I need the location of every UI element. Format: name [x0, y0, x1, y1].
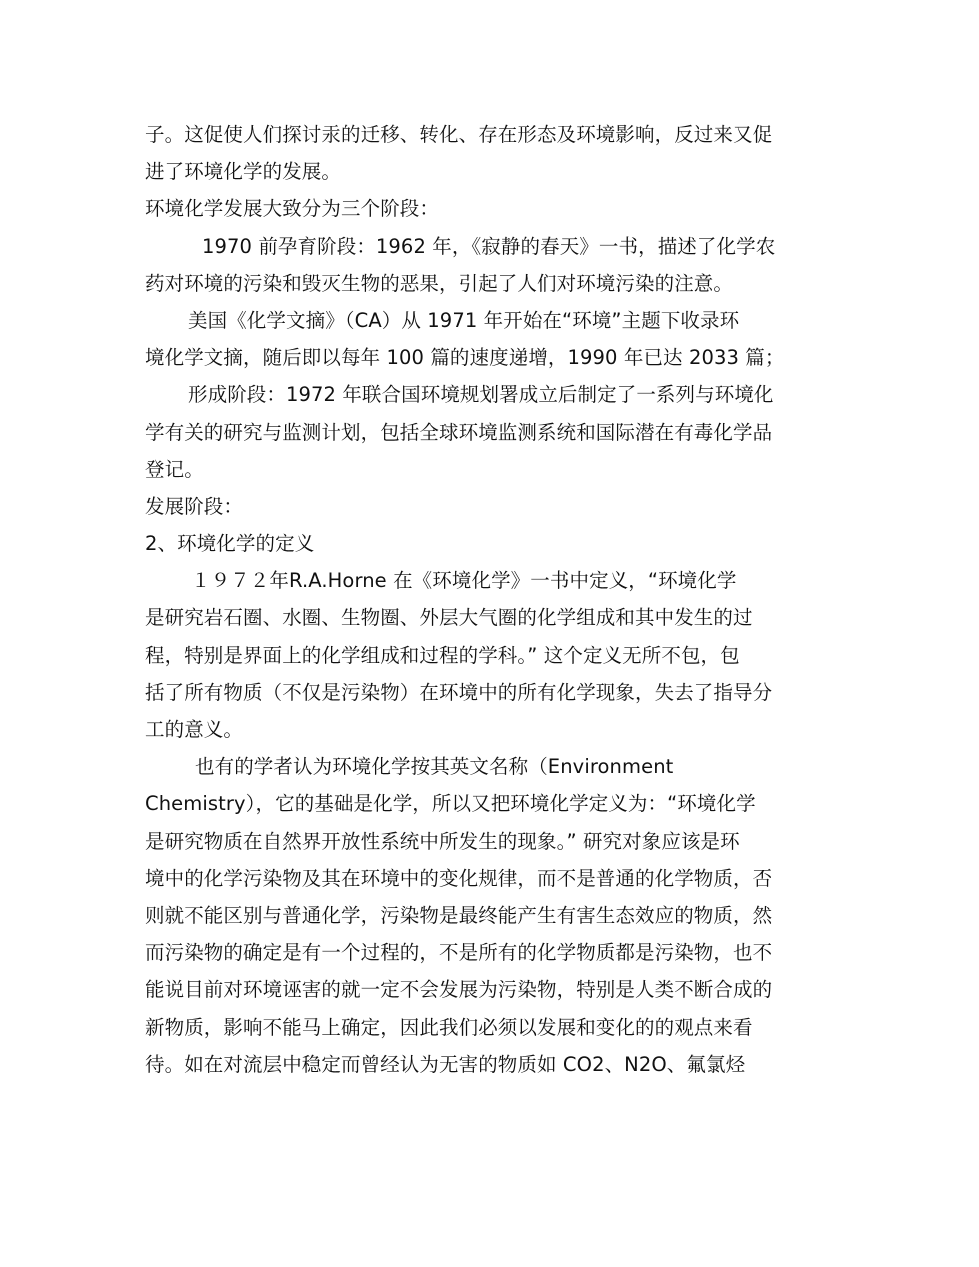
text-line: 是研究物质在自然界开放性系统中所发生的现象。” 研究对象应该是环 — [145, 829, 740, 853]
text-line: 进了环境化学的发展。 — [145, 160, 342, 184]
text-line: 环境化学发展大致分为三个阶段： — [145, 197, 440, 221]
text-line: 则就不能区别与普通化学，污染物是最终能产生有害生态效应的物质，然 — [145, 903, 773, 927]
text-line: 括了所有物质（不仅是污染物）在环境中的所有化学现象，失去了指导分 — [145, 680, 773, 704]
text-line: 发展阶段： — [145, 494, 244, 518]
text-line: 而污染物的确定是有一个过程的，不是所有的化学物质都是污染物，也不 — [145, 941, 773, 965]
text-line: 能说目前对环境诬害的就一定不会发展为污染物，特别是人类不断合成的 — [145, 978, 773, 1002]
document-body — [145, 116, 845, 1083]
text-line: 2、环境化学的定义 — [145, 532, 315, 556]
text-line: 形成阶段：1972 年联合国环境规划署成立后制定了一系列与环境化 — [188, 383, 774, 407]
text-line: 是研究岩石圈、水圈、生物圈、外层大气圈的化学组成和其中发生的过 — [145, 606, 753, 630]
text-line: 美国《化学文摘》（CA）从 1971 年开始在“环境”主题下收录环 — [188, 308, 740, 332]
text-line: 待。如在对流层中稳定而曾经认为无害的物质如 CO2、N2O、氟氯烃 — [145, 1052, 746, 1076]
text-line: 境中的化学污染物及其在环境中的变化规律，而不是普通的化学物质，否 — [145, 866, 773, 890]
text-line: 登记。 — [145, 457, 204, 481]
text-line: １９７２年R.A.Horne 在《环境化学》一书中定义，“环境化学 — [191, 569, 737, 593]
text-line: 工的意义。 — [145, 718, 244, 741]
text-line: 子。这促使人们探讨汞的迁移、转化、存在形态及环境影响，反过来又促 — [145, 123, 773, 146]
text-line: 学有关的研究与监测计划，包括全球环境监测系统和国际潜在有毒化学品 — [145, 420, 773, 444]
text-line: Chemistry），它的基础是化学，所以又把环境化学定义为：“环境化学 — [145, 792, 756, 816]
text-line: 药对环境的污染和毁灭生物的恶果，引起了人们对环境污染的注意。 — [145, 271, 734, 295]
text-line: 程，特别是界面上的化学组成和过程的学科。” 这个定义无所不包，包 — [145, 643, 740, 667]
text-line: 1970 前孕育阶段：1962 年，《寂静的春天》一书，描述了化学农 — [202, 234, 776, 258]
text-line: 境化学文摘，随后即以每年 100 篇的速度递增，1990 年已达 2033 篇； — [145, 346, 785, 370]
text-line: 也有的学者认为环境化学按其英文名称（Environment — [195, 755, 674, 779]
text-line: 新物质，影响不能马上确定，因此我们必须以发展和变化的的观点来看 — [145, 1015, 753, 1039]
